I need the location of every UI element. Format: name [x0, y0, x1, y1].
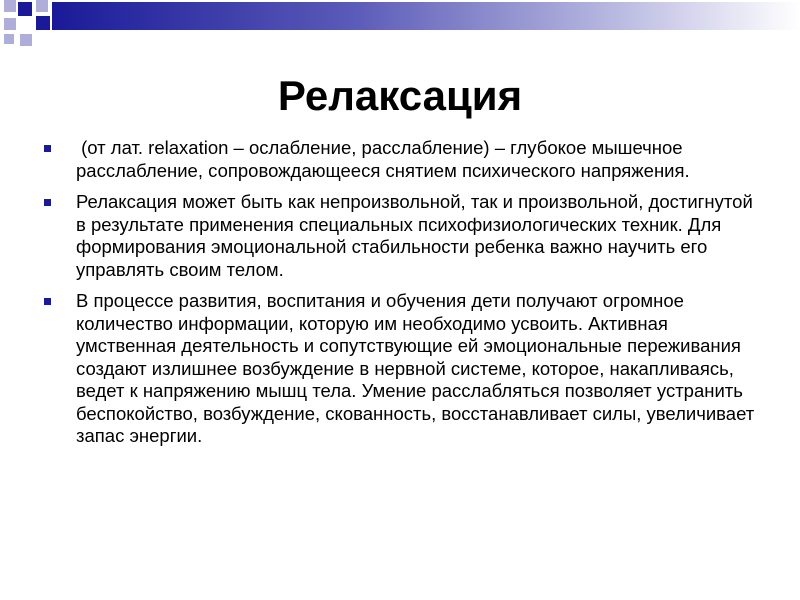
- decor-square: [4, 34, 14, 44]
- decor-square: [36, 16, 50, 30]
- square-bullet-icon: [44, 298, 51, 305]
- square-bullet-icon: [44, 145, 51, 152]
- bullet-text: Релаксация может быть как непроизвольной, так и произвольной, достигнутой в результате применения специальных психофизиологических техник. Для формирования эмоциональной стабильности ребенка важно научить его управлять своим телом.: [76, 191, 753, 280]
- decor-square: [18, 2, 32, 16]
- slide-title: Релаксация: [277, 72, 523, 119]
- bullet-list: [44, 137, 764, 457]
- decor-square: [20, 34, 32, 46]
- bullet-text: (от лат. relaxation – ослабление, расслабление) – глубокое мышечное расслабление, сопровождающееся снятием психического напряжения.: [76, 137, 690, 181]
- bullet-item: [44, 191, 764, 281]
- bullet-text: В процессе развития, воспитания и обучения дети получают огромное количество информации, которую им необходимо усвоить. Активная умственная деятельность и сопутствующие ей эмоциональные переживания создают излишнее возбуждение в нервной системе, которое, накапливаясь, ведет к напряжению мышц тела. Умение расслабляться позволяет устранить беспокойство, возбуждение, скованность, восстанавливает силы, увеличивает запас энергии.: [76, 290, 755, 446]
- decor-square: [4, 18, 16, 30]
- decor-square: [4, 0, 16, 12]
- header-gradient-bar: [52, 2, 800, 30]
- bullet-item: [44, 137, 764, 182]
- decor-square: [36, 0, 48, 12]
- square-bullet-icon: [44, 199, 51, 206]
- bullet-item: [44, 290, 764, 448]
